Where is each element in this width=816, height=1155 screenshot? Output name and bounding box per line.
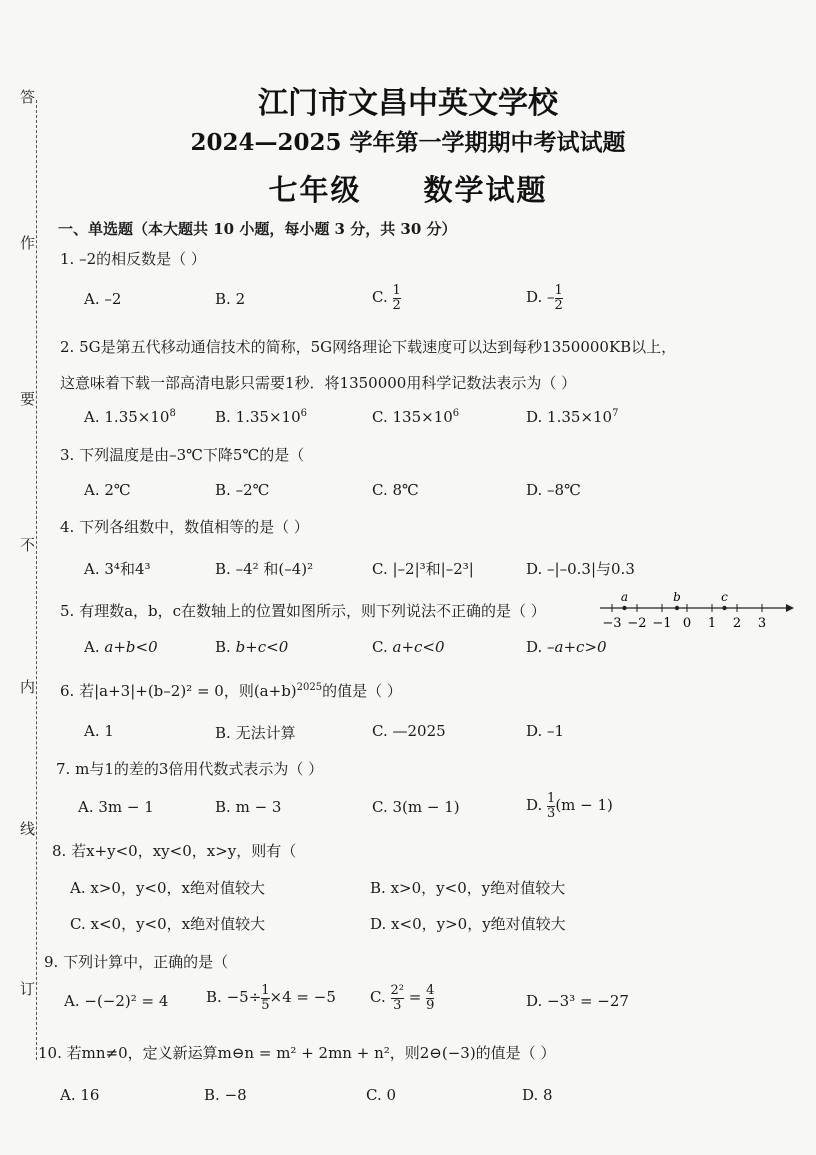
q5-option-c[interactable]: C. a+c<0	[372, 638, 445, 656]
q5-option-a[interactable]: A. a+b<0	[84, 638, 158, 656]
q3-option-d[interactable]: D. –8℃	[526, 481, 581, 499]
q4-option-d[interactable]: D. –|–0.3|与0.3	[526, 560, 635, 578]
question-7: 7. m与1的差的3倍用代数式表示为（ ）	[56, 760, 324, 778]
number-line-point-label: b	[673, 592, 681, 604]
question-6: 6. 若|a+3|+(b–2)² = 0，则$(a+b)^{2025}$的值是（ ）	[60, 682, 402, 700]
q10-option-b[interactable]: B. −8	[204, 1086, 247, 1104]
q4-option-a[interactable]: A. 3⁴和4³	[84, 560, 151, 578]
margin-char-5: 内	[20, 678, 36, 696]
number-line-tick-label: −3	[602, 616, 622, 631]
q6-option-b[interactable]: B. 无法计算	[215, 724, 296, 742]
question-3: 3. 下列温度是由–3℃下降5℃的是（	[60, 446, 305, 464]
term-title: 2024—2025 学年第一学期期中考试试题	[190, 129, 626, 156]
q8-option-d[interactable]: D. x<0，y>0，y绝对值较大	[370, 915, 566, 933]
q1-option-a[interactable]: A. –2	[84, 290, 122, 308]
number-line-figure	[598, 592, 794, 632]
q4-option-b[interactable]: B. –4² 和(–4)²	[215, 560, 314, 578]
q9-option-c[interactable]: C. $\frac{\text{2²}}{3}$ = $\frac{4}{9}$	[370, 983, 435, 1013]
q10-option-c[interactable]: C. 0	[366, 1086, 397, 1104]
q9-option-d[interactable]: D. −3³ = −27	[526, 992, 629, 1010]
number-line-point	[722, 606, 726, 610]
question-2: 2. 5G是第五代移动通信技术的简称，5G网络理论下载速度可以达到每秒1350000KB以上，	[60, 338, 677, 356]
margin-char-3: 要	[20, 390, 36, 408]
q9-option-b[interactable]: B. −5÷ $\frac{1}{5}$ ×4 = −5	[206, 983, 336, 1013]
q7-option-a[interactable]: A. 3m − 1	[78, 798, 154, 816]
q2-option-c[interactable]: C. $135\times 10^6$	[372, 408, 460, 426]
q2-option-a[interactable]: A. $1.35\times 10^8$	[84, 408, 176, 426]
q3-option-c[interactable]: C. 8℃	[372, 481, 419, 499]
margin-char-1: 答	[20, 88, 36, 106]
number-line-tick-label: 0	[682, 616, 692, 631]
question-10: 10. 若mn≠0，定义新运算m⊖n = m² + 2mn + n²，则2⊖(−3)的值是（ ）	[38, 1044, 556, 1062]
q7-option-c[interactable]: C. 3(m − 1)	[372, 798, 460, 816]
q5-option-b[interactable]: B. b+c<0	[215, 638, 289, 656]
q7-option-b[interactable]: B. m − 3	[215, 798, 282, 816]
number-line-tick-label: 3	[757, 616, 767, 631]
number-line-point	[622, 606, 626, 610]
q7-option-d[interactable]: D. $\frac{1}{3}$ (m − 1)	[526, 791, 613, 821]
q5-option-d[interactable]: D. –a+c>0	[526, 638, 607, 656]
q1-option-b[interactable]: B. 2	[215, 290, 246, 308]
number-line-tick-label: 2	[732, 616, 742, 631]
subject-title: 七年级 数学试题	[268, 173, 548, 207]
q6-option-a[interactable]: A. 1	[84, 722, 114, 740]
number-line-point-label: c	[721, 592, 728, 604]
q10-option-d[interactable]: D. 8	[522, 1086, 553, 1104]
question-9: 9. 下列计算中，正确的是（	[44, 953, 229, 971]
q6-option-d[interactable]: D. –1	[526, 722, 565, 740]
q4-option-c[interactable]: C. |–2|³和|–2³|	[372, 560, 474, 578]
margin-char-4: 不	[20, 536, 36, 554]
q6-option-c[interactable]: C. —2025	[372, 722, 446, 740]
q8-option-a[interactable]: A. x>0，y<0，x绝对值较大	[70, 879, 266, 897]
number-line-tick-label: 1	[707, 616, 717, 631]
number-line-tick-label: −2	[627, 616, 647, 631]
binding-margin-line	[36, 100, 37, 1060]
question-4: 4. 下列各组数中，数值相等的是（ ）	[60, 518, 309, 536]
q2-option-d[interactable]: D. $1.35\times 10^7$	[526, 408, 619, 426]
school-title: 江门市文昌中英文学校	[258, 86, 558, 121]
q2-option-b[interactable]: B. $1.35\times 10^6$	[215, 408, 308, 426]
q8-option-c[interactable]: C. x<0，y<0，x绝对值较大	[70, 915, 266, 933]
question-5: 5. 有理数a，b，c在数轴上的位置如图所示，则下列说法不正确的是（ ）	[60, 602, 546, 620]
margin-char-2: 作	[20, 234, 36, 252]
question-2-line2: 这意味着下载一部高清电影只需要1秒．将1350000用科学记数法表示为（ ）	[60, 374, 577, 392]
margin-char-6: 线	[20, 820, 36, 838]
q8-option-b[interactable]: B. x>0，y<0，y绝对值较大	[370, 879, 566, 897]
question-8: 8. 若x+y<0，xy<0，x>y，则有（	[52, 842, 297, 860]
margin-char-7: 订	[20, 980, 36, 998]
question-1: 1. –2的相反数是（ ）	[60, 250, 206, 268]
q3-option-a[interactable]: A. 2℃	[84, 481, 131, 499]
q10-option-a[interactable]: A. 16	[60, 1086, 100, 1104]
q1-option-c[interactable]: C. $\frac{1}{2}$	[372, 283, 401, 313]
number-line-tick-label: −1	[652, 616, 672, 631]
number-line-point	[675, 606, 679, 610]
section-title: 一、单选题（本大题共 10 小题，每小题 3 分，共 30 分）	[58, 220, 457, 238]
number-line-point-label: a	[620, 592, 629, 604]
q3-option-b[interactable]: B. –2℃	[215, 481, 270, 499]
q1-option-d[interactable]: D. – $\frac{1}{2}$	[526, 283, 563, 313]
q9-option-a[interactable]: A. −(−2)² = 4	[64, 992, 169, 1010]
